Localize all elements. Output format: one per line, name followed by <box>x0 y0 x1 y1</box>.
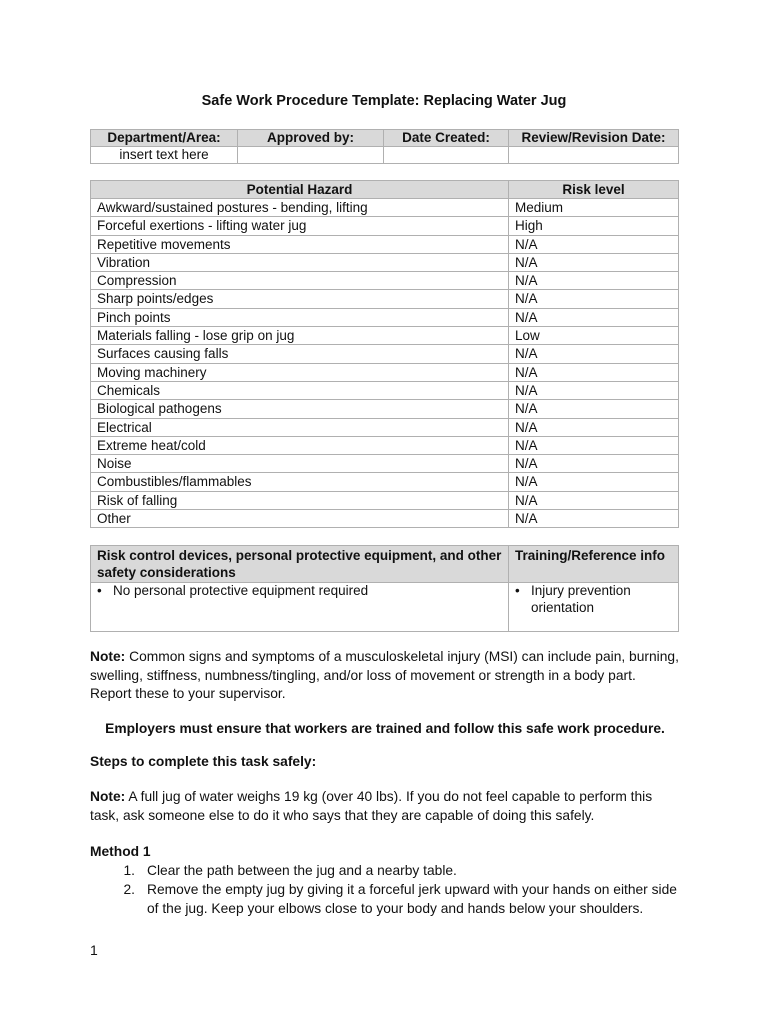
steps-heading: Steps to complete this task safely: <box>90 754 317 769</box>
table-row <box>91 272 679 290</box>
table-row <box>91 436 679 454</box>
note-label: Note: <box>90 789 126 804</box>
review-date-header: Review/Revision Date: <box>509 130 679 147</box>
bullet-icon: • <box>97 583 102 598</box>
risk-level-cell: N/A <box>509 418 679 436</box>
hazard-rows <box>91 199 679 528</box>
control-header-row <box>91 546 679 583</box>
department-header: Department/Area: <box>91 130 238 147</box>
training-text: Injury prevention orientation <box>531 583 631 615</box>
control-table <box>90 545 679 632</box>
info-table <box>90 129 679 164</box>
hazard-cell: Electrical <box>91 418 509 436</box>
info-header-row <box>91 130 679 147</box>
note-text: A full jug of water weighs 19 kg (over 40 lbs). If you do not feel capable to perform this task, ask someone else to do it who says that they are capable of doing this safely. <box>90 789 653 823</box>
hazard-cell: Biological pathogens <box>91 400 509 418</box>
method-heading: Method 1 <box>90 844 151 859</box>
table-row <box>91 418 679 436</box>
bullet-icon: • <box>515 583 520 598</box>
risk-level-cell: N/A <box>509 272 679 290</box>
approved-by-value[interactable] <box>238 147 384 164</box>
note-label: Note: <box>90 649 126 664</box>
page-title: Safe Work Procedure Template: Replacing Water Jug <box>201 93 567 109</box>
risk-level-cell: N/A <box>509 381 679 399</box>
table-row <box>91 345 679 363</box>
table-row <box>91 381 679 399</box>
hazard-cell: Materials falling - lose grip on jug <box>91 327 509 345</box>
control-value-row <box>91 583 679 632</box>
step-text: Remove the empty jug by giving it a forceful jerk upward with your hands on either side of the jug. Keep your elbows close to your body and hands below your shoulders. <box>147 882 677 916</box>
page-number: 1 <box>90 942 98 958</box>
table-row <box>91 217 679 235</box>
hazard-cell: Compression <box>91 272 509 290</box>
risk-level-cell: N/A <box>509 436 679 454</box>
list-item <box>97 583 502 600</box>
list-item <box>515 583 672 616</box>
list-item <box>90 880 680 918</box>
hazard-cell: Chemicals <box>91 381 509 399</box>
table-row <box>91 308 679 326</box>
hazard-cell: Extreme heat/cold <box>91 436 509 454</box>
employers-statement: Employers must ensure that workers are trained and follow this safe work procedure. <box>105 721 665 736</box>
risk-level-cell: N/A <box>509 235 679 253</box>
table-row <box>91 510 679 528</box>
risk-level-cell: N/A <box>509 308 679 326</box>
table-row <box>91 400 679 418</box>
table-row <box>91 199 679 217</box>
step-number-text: 1. <box>123 863 135 878</box>
training-cell <box>509 583 679 632</box>
hazard-header-row <box>91 181 679 199</box>
info-value-row <box>91 147 679 164</box>
risk-level-cell: N/A <box>509 290 679 308</box>
table-row <box>91 253 679 271</box>
hazard-cell: Vibration <box>91 253 509 271</box>
hazard-cell: Sharp points/edges <box>91 290 509 308</box>
table-row <box>91 235 679 253</box>
risk-level-cell: N/A <box>509 400 679 418</box>
hazard-cell: Other <box>91 510 509 528</box>
weight-note <box>90 788 680 825</box>
department-value[interactable]: insert text here <box>91 147 238 164</box>
risk-level-cell: High <box>509 217 679 235</box>
step-number <box>90 880 135 918</box>
table-row <box>91 473 679 491</box>
risk-level-cell: Low <box>509 327 679 345</box>
table-row <box>91 491 679 509</box>
date-created-header: Date Created: <box>384 130 509 147</box>
step-number <box>90 861 135 880</box>
step-number-text: 2. <box>123 882 135 897</box>
hazard-table <box>90 180 679 528</box>
risk-level-cell: N/A <box>509 473 679 491</box>
hazard-cell: Noise <box>91 455 509 473</box>
method-steps <box>90 861 680 918</box>
risk-level-header: Risk level <box>509 181 679 199</box>
risk-level-cell: Medium <box>509 199 679 217</box>
note-text: Common signs and symptoms of a musculoskeletal injury (MSI) can include pain, burning, swelling, stiffness, numbness/tingling, and/or loss of movement or strength in a body part. Report these to your supervisor. <box>90 649 679 701</box>
controls-text: No personal protective equipment required <box>113 583 369 598</box>
hazard-cell: Surfaces causing falls <box>91 345 509 363</box>
risk-level-cell: N/A <box>509 510 679 528</box>
hazard-cell: Combustibles/flammables <box>91 473 509 491</box>
list-item <box>90 861 680 880</box>
training-header: Training/Reference info <box>509 546 679 583</box>
table-row <box>91 455 679 473</box>
msi-note <box>90 648 680 704</box>
review-date-value[interactable] <box>509 147 679 164</box>
risk-level-cell: N/A <box>509 253 679 271</box>
risk-level-cell: N/A <box>509 345 679 363</box>
hazard-cell: Moving machinery <box>91 363 509 381</box>
step-text: Clear the path between the jug and a nearby table. <box>147 863 457 878</box>
controls-cell <box>91 583 509 632</box>
risk-level-cell: N/A <box>509 363 679 381</box>
hazard-cell: Pinch points <box>91 308 509 326</box>
risk-level-cell: N/A <box>509 455 679 473</box>
hazard-cell: Awkward/sustained postures - bending, lifting <box>91 199 509 217</box>
hazard-cell: Repetitive movements <box>91 235 509 253</box>
approved-by-header: Approved by: <box>238 130 384 147</box>
table-row <box>91 363 679 381</box>
potential-hazard-header: Potential Hazard <box>91 181 509 199</box>
table-row <box>91 290 679 308</box>
hazard-cell: Risk of falling <box>91 491 509 509</box>
controls-header: Risk control devices, personal protective equipment, and other safety considerations <box>91 546 509 583</box>
risk-level-cell: N/A <box>509 491 679 509</box>
hazard-cell: Forceful exertions - lifting water jug <box>91 217 509 235</box>
date-created-value[interactable] <box>384 147 509 164</box>
table-row <box>91 327 679 345</box>
